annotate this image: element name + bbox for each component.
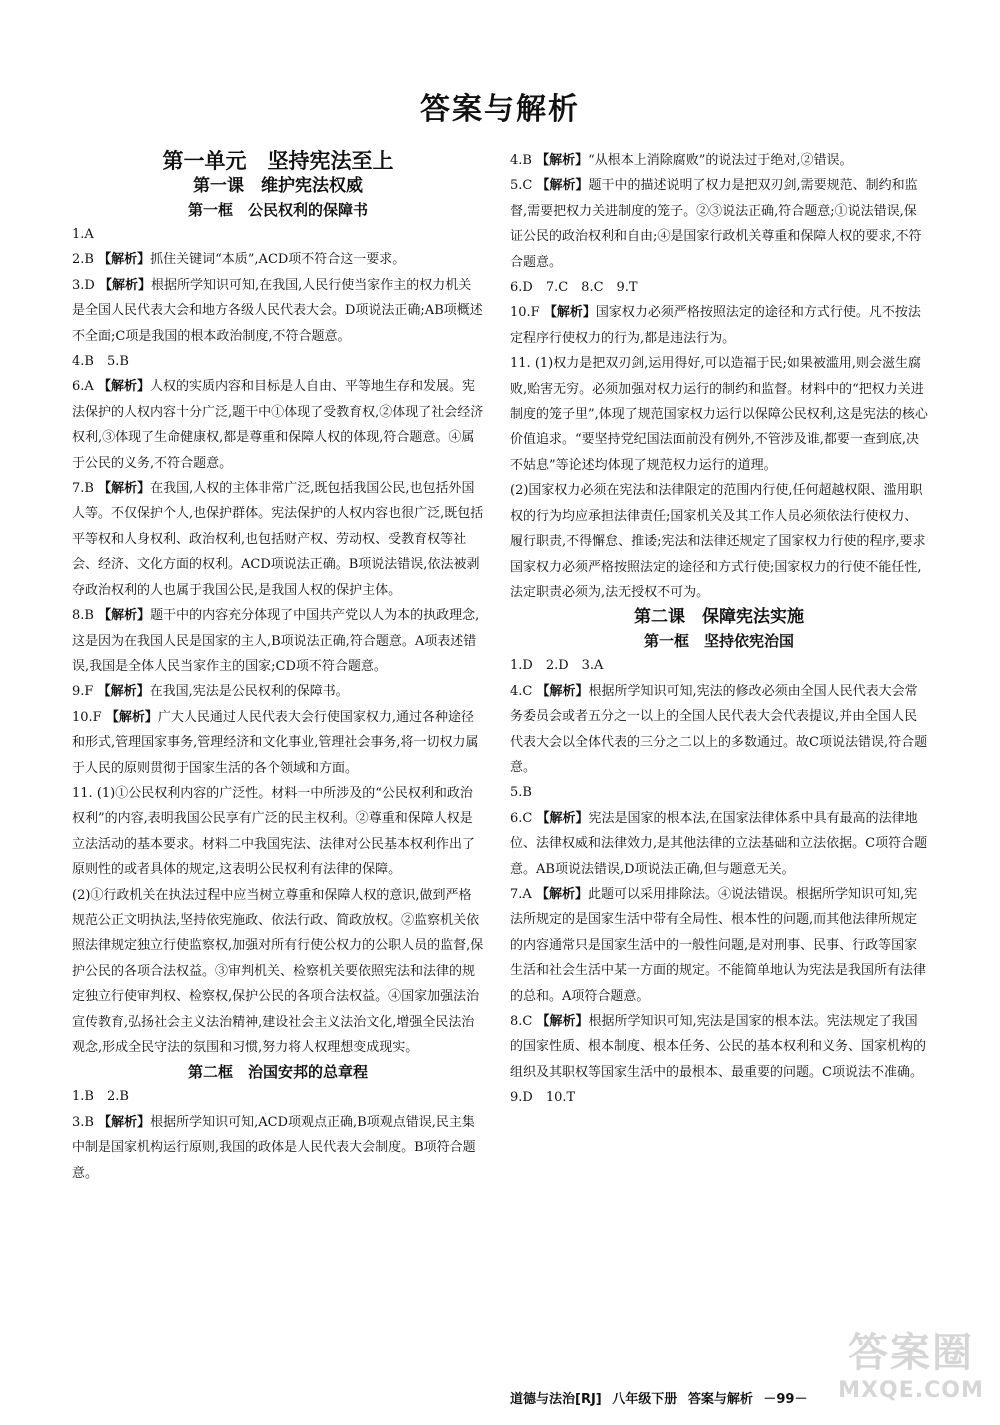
answer-number: 4.C [510,683,533,699]
answer-text: 宪法是国家的根本法,在国家法律体系中具有最高的法律地位、法律权威和法律效力,是其他法律的立法基础和立法依据。C项符合题意。AB项说法错误,D项说法正确,但与题意无关。 [510,810,928,877]
answer-item [72,273,484,349]
answer-number: 1.A [72,227,94,242]
answer-item [510,806,928,882]
answer-number: 6.A [72,379,94,395]
analysis-label: 【解析】 [97,684,150,700]
answer-text: 人权的实质内容和目标是人自由、平等地生存和发展。宪法保护的人权内容十分广泛,题干中①体现了受教育权,②体现了社会经济权利,③体现了生命健康权,都是尊重和保障人权的体现,符合题意。④属于公民的义务,不符合题意。 [72,379,484,471]
watermark-top: 答案圈 [848,1330,974,1376]
answer-item [510,478,928,605]
frame-title: 第一框 公民权利的保障书 [187,201,368,219]
analysis-label: 【解析】 [98,252,151,268]
analysis-label: 【解析】 [536,810,589,826]
analysis-label: 【解析】 [536,1014,589,1029]
analysis-label: 【解析】 [536,683,589,699]
answer-item [72,222,484,247]
footer-grade: 八年级下册 [612,1392,678,1407]
answer-text: 国家权力必须严格按照法定的途径和方式行使。凡不按法定程序行使权力的行为,都是违法行为。 [510,305,921,346]
answer-number: 10.F [510,305,540,321]
answer-number: 1.D 2.D 3.A [510,658,604,674]
answer-item [72,374,484,476]
answer-item [510,148,928,173]
answer-item [510,1085,928,1110]
answer-list [510,653,928,1110]
analysis-label: 【解析】 [97,379,150,395]
answer-number: 7.B [72,481,94,497]
analysis-label: 【解析】 [535,886,588,902]
answer-item [72,883,484,1061]
analysis-label: 【解析】 [536,153,589,168]
analysis-label: 【解析】 [98,608,151,624]
frame-title: 第二框 治国安邦的总章程 [187,1063,368,1082]
answer-item [510,780,928,805]
answer-text: (1)权力是把双刃剑,运用得好,可以造福于民;如果被滥用,则会滋生腐败,贻害无穷。必须加强对权力运行的制约和监督。材料中的“把权力关进制度的笼子里”,体现了规范国家权力运行以保障公民权利,这是宪法的核心价值追求。“要坚持党纪国法面前没有例外,不管涉及谁,都要一查到底,决不姑息”等论述均体现了规范权力运行的道理。 [510,356,928,473]
answer-number: 11. [72,785,93,801]
answer-number: 8.B [72,608,94,624]
answer-item [72,705,484,781]
answer-number: 5.C [510,178,533,194]
answer-number: 4.B 5.B [72,354,129,370]
answer-number: 9.D 10.T [510,1090,576,1106]
answer-number: 8.C [510,1014,533,1029]
answer-text: 题干中的描述说明了权力是把双刃剑,需要规范、制约和监督,需要把权力关进制度的笼子。②③说法正确,符合题意;①说法错误,保证公民的政治权利和自由;④是国家行政机关尊重和保障人权的要求,不符合题意。 [510,178,922,270]
answer-number: 1.B 2.B [72,1089,129,1105]
answer-text: 根据所学知识可知,ACD项观点正确,B项观点错误,民主集中制是国家机构运行原则,我国的政体是人民代表大会制度。B项符合题意。 [72,1114,476,1181]
answer-text: 在我国,宪法是公民权利的保障书。 [149,684,349,700]
answer-text: 题干中的内容充分体现了中国共产党以人为本的执政理念,这是因为在我国人民是国家的主人,B项说法正确,符合题意。A项表述错误,我国是全体人民当家作主的国家;CD项不符合题意。 [72,608,480,674]
answer-text: 根据所学知识可知,在我国,人民行使当家作主的权力机关是全国人民代表大会和地方各级人民代表大会。D项说法正确;AB项概述不全面;C项是我国的根本政治制度,不符合题意。 [72,277,483,344]
answer-item [510,1009,928,1085]
watermark-bottom: MXQE.COM [838,1378,984,1403]
answer-item [72,349,484,374]
analysis-label: 【解析】 [536,178,589,194]
answer-list [72,222,484,1060]
analysis-label: 【解析】 [98,481,151,497]
answer-number: 10.F [72,709,102,725]
answer-number: 3.D [72,277,95,293]
answer-text: (2)①行政机关在执法过程中应当树立尊重和保障人权的意识,做到严格规范公正文明执法,坚持依宪施政、依法行政、简政放权。②监察机关依照法律规定独立行使监察权,加强对所有行使公权力的公职人员的监督,保护公民的各项合法权益。③审判机关、检察机关要依照宪法和法律的规定独立行使审判权、检察权,保护公民的各项合法权益。④国家加强法治宣传教育,弘扬社会主义法治精神,建设社会主义法治文化,增强全民法治观念,形成全民守法的氛围和习惯,努力将人权理想变成现实。 [72,887,484,1055]
answer-text: 此题可以采用排除法。④说法错误。根据所学知识可知,宪法所规定的是国家生活中带有全局性、根本性的问题,而其他法律所规定的内容通常只是国家生活中的一般性问题,是对刑事、民事、行政等国家生活和社会生活中某一方面的规定。不能简单地认为宪法是我国所有法律的总和。A项符合题意。 [510,886,927,1004]
answer-number: 6.D 7.C 8.C 9.T [510,280,638,296]
answer-number: 6.C [510,810,533,826]
footer-section: 答案与解析 [687,1392,753,1407]
answer-number: 2.B [72,252,94,268]
frame-title: 第一框 坚持依宪治国 [643,632,794,651]
analysis-label: 【解析】 [98,1114,151,1130]
analysis-label: 【解析】 [543,305,596,321]
page-title: 答案与解析 [420,92,580,127]
answer-item [72,247,484,272]
answer-item [510,300,928,351]
answer-item [72,679,484,704]
answer-item [510,679,928,781]
answer-item [510,275,928,300]
answer-text: “从根本上消除腐败”的说法过于绝对,②错误。 [588,153,853,168]
answer-text: 根据所学知识可知,宪法是国家的根本法。宪法规定了我国的国家性质、根本制度、根本任务、公民的基本权利和义务、国家机构的组织及其职权等国家生活中的最根本、最重要的问题。C项说法不准确。 [510,1014,927,1080]
analysis-label: 【解析】 [98,277,151,293]
answer-list [72,1084,484,1186]
answer-item [72,1110,484,1186]
lesson-title: 第一课 维护宪法权威 [193,176,363,196]
answer-list [510,148,928,605]
answer-text: (1)①公民权利内容的广泛性。材料一中所涉及的“公民权利和政治权利”的内容,表明我国公民享有广泛的民主权利。②尊重和保障人权是立法活动的基本要求。材料二中我国宪法、法律对公民基本权利作出了原则性的或者具体的规定,这表明公民权利有法律的保障。 [72,785,476,878]
right-column [510,148,928,1111]
answer-item [510,653,928,678]
watermark-logo [836,1330,986,1416]
answer-text: 根据所学知识可知,宪法的修改必须由全国人民代表大会常务委员会或者五分之一以上的全国人民代表大会代表提议,并由全国人民代表大会以全体代表的三分之二以上的多数通过。故C项说法错误,符合题意。 [510,683,928,775]
answer-item [510,351,928,478]
answer-number: 4.B [510,153,532,168]
page-footer [510,1388,813,1407]
answer-item [510,882,928,1009]
lesson-title: 第二课 保障宪法实施 [634,607,804,628]
answer-item [72,476,484,603]
answer-text: 广大人民通过人民代表大会行使国家权力,通过各种途径和形式,管理国家事务,管理经济和文化事业,管理社会事务,将一切权力属于人民的原则贯彻于国家生活的各个领域和方面。 [72,709,479,776]
answer-number: 3.B [72,1114,94,1130]
answer-text: 抓住关键词“本质”,ACD项不符合这一要求。 [150,252,406,268]
answer-number: 11. [510,356,531,372]
answer-number: 9.F [72,684,94,700]
answer-number: 5.B [510,785,532,801]
answer-text: (2)国家权力必须在宪法和法律限定的范围内行使,任何超越权限、滥用职权的行为均应承担法律责任;国家机关及其工作人员必须依法行使权力、履行职责,不得懈怠、推诿;宪法和法律还规定了国家权力行使的程序,要求国家权力必须严格按照法定的途径和方式行使;国家权力的行使不能任性,法定职责必须为,法无授权不可为。 [510,483,926,600]
footer-subject: 道德与法治[RJ] [510,1392,602,1407]
answer-number: 7.A [510,886,532,902]
answer-item [72,781,484,883]
analysis-label: 【解析】 [105,709,158,725]
answer-item [510,173,928,275]
answer-text: 在我国,人权的主体非常广泛,既包括我国公民,也包括外国人等。不仅保护个人,也保护群体。宪法保护的人权内容也很广泛,既包括平等权和人身权利、政治权利,也包括财产权、劳动权、受教育权等社会、经济、文化方面的权利。ACD项说法正确。B项说法错误,依法被剥夺政治权利的人也属于我国公民,是我国人权的保护主体。 [72,481,484,598]
unit-title: 第一单元 坚持宪法至上 [162,149,394,173]
left-column [72,148,484,1186]
answer-item [72,603,484,679]
answer-item [72,1084,484,1109]
page-number: －99－ [763,1392,808,1407]
